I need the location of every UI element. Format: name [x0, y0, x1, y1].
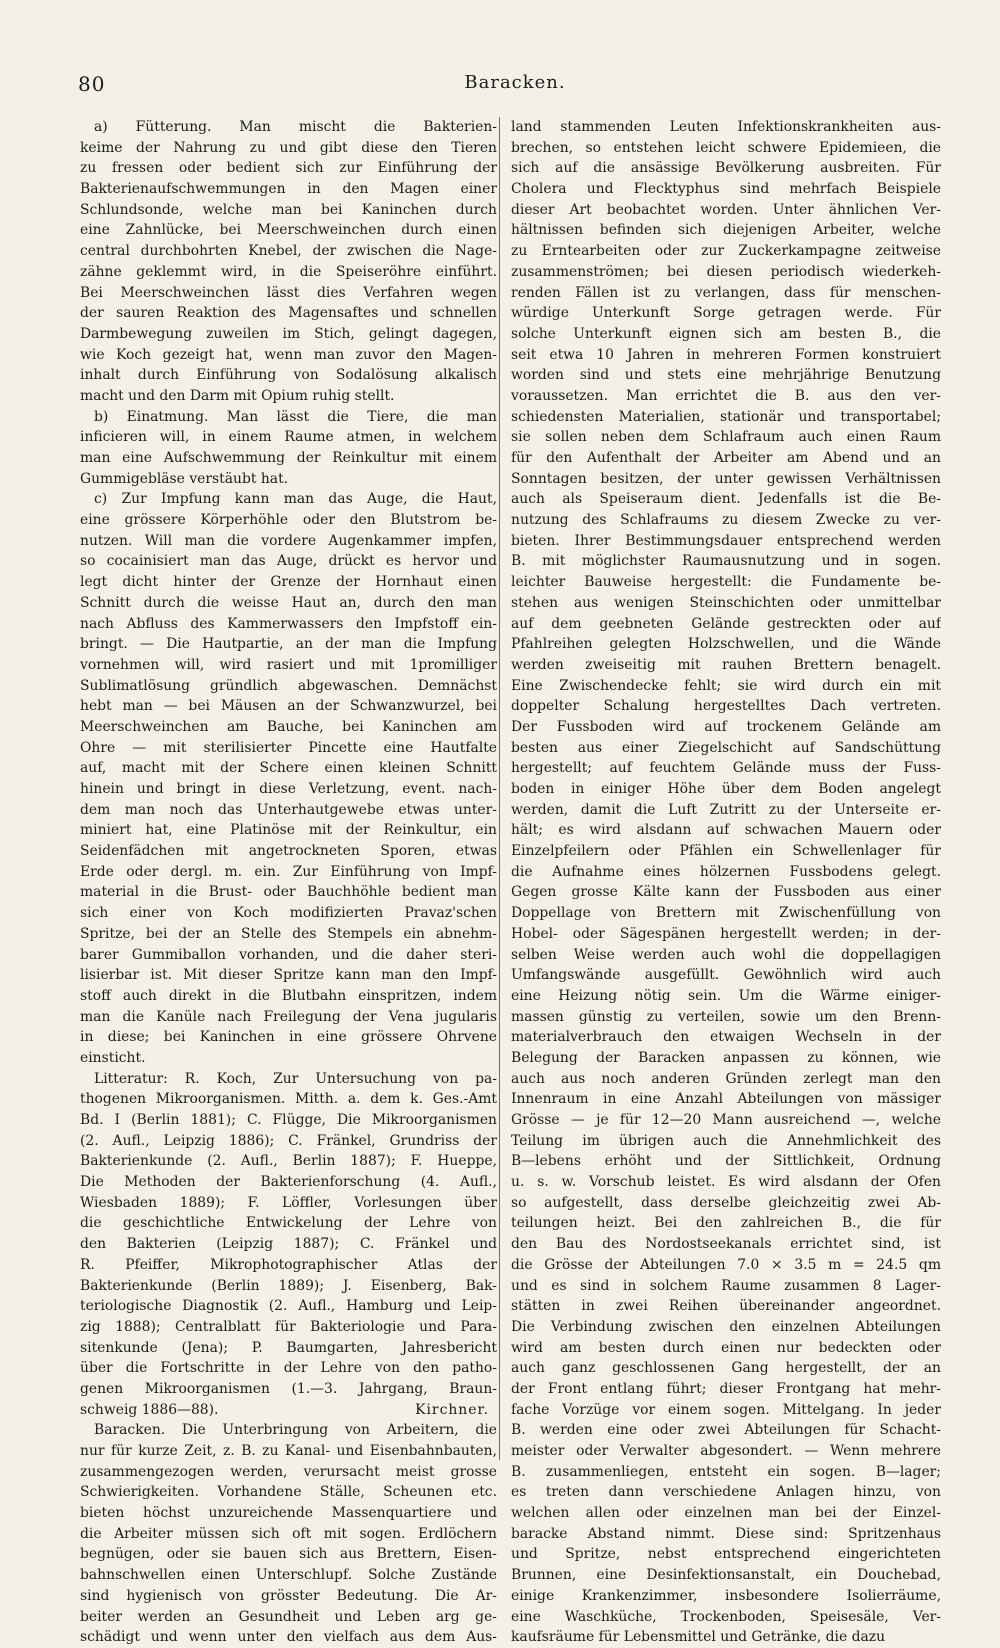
text-line: schädigt und wenn unter den vielfach aus dem Aus- [80, 1629, 497, 1646]
page-number: 80 [78, 72, 106, 96]
text-line: und Spritze, nebst entsprechend eingerichteten [511, 1546, 941, 1563]
text-line: eine Heizung nötig sein. Um die Wärme einiger- [511, 987, 941, 1004]
text-line: zu fressen oder bedient sich zur Einführung der [80, 160, 497, 177]
text-line: teriologische Diagnostik (2. Aufl., Hamburg und Leip- [80, 1298, 497, 1315]
text-line: brechen, so entstehen leicht schwere Epidemieen, die [511, 139, 941, 156]
text-line: vornehmen will, wird rasiert und mit 1promilliger [80, 656, 497, 673]
text-line: Erde oder dergl. m. ein. Zur Einführung von Impf- [80, 863, 497, 880]
text-line: renden Fällen ist zu verlangen, dass für menschen- [511, 284, 941, 301]
text-line: sitenkunde (Jena); P. Baumgarten, Jahresbericht [80, 1339, 497, 1356]
text-line: materialverbrauch den etwaigen Wechseln in der [511, 1029, 941, 1046]
text-line: legt dicht hinter der Grenze der Hornhaut einen [80, 574, 497, 591]
text-line: Bakterienkunde (Berlin 1889); J. Eisenberg, Bak- [80, 1277, 497, 1294]
text-line: einige Krankenzimmer, insbesondere Isolierräume, [511, 1587, 941, 1604]
text-line: u. s. w. Vorschub leistet. Es wird alsdann der Ofen [511, 1174, 941, 1191]
text-line: zusammenströmen; bei diesen periodisch wiederkeh- [511, 263, 941, 280]
text-line: hältnissen befinden sich diejenigen Arbeiter, welche [511, 222, 941, 239]
text-line: begnügen, oder sie bauen sich aus Brettern, Eisen- [80, 1546, 497, 1563]
text-line: beiter werden an Gesundheit und Leben arg ge- [80, 1608, 497, 1625]
text-line: sich einer von Koch modifizierten Pravaz'schen [80, 905, 497, 922]
text-line: stoff auch direkt in die Blutbahn einspritzen, indem [80, 987, 497, 1004]
text-line: nach Abfluss des Kammerwassers den Impfstoff ein- [80, 615, 497, 632]
text-line: werden, damit die Luft Zutritt zu der Unterseite er- [511, 801, 941, 818]
text-line: dem man noch das Unterhautgewebe etwas unter- [80, 801, 497, 818]
text-line: Die Methoden der Bakterienforschung (4. Aufl., [80, 1174, 497, 1191]
text-line: Litteratur: R. Koch, Zur Untersuchung von pa- [94, 1070, 497, 1087]
text-line: fache Vorzüge vor einem sogen. Mittelgang. In jeder [511, 1401, 941, 1418]
text-line: und es sind in solchem Raume zusammen 8 Lager- [511, 1277, 941, 1294]
text-line: b) Einatmung. Man lässt die Tiere, die man [94, 408, 497, 425]
text-line: kaufsräume für Lebensmittel und Getränke, die dazu [511, 1629, 886, 1646]
text-line: für den Aufenthalt der Arbeiter am Abend und an [511, 450, 941, 466]
text-line: genen Mikroorganismen (1.—3. Jahrgang, Braun- [80, 1380, 497, 1397]
text-line: Belegung der Baracken anpassen zu können, wie [511, 1049, 941, 1066]
left-column [80, 117, 497, 1648]
text-line: Sonntagen besitzen, der unter gewissen Verhältnissen [511, 470, 941, 487]
text-line: doppelter Schalung hergestelltes Dach vertreten. [511, 698, 941, 715]
text-line: land stammenden Leuten Infektionskrankheiten aus- [511, 119, 941, 135]
text-line: worden sind und stets eine mehrjährige Benutzung [511, 367, 941, 384]
text-line: stätten in zwei Reihen übereinander angeordnet. [511, 1298, 941, 1315]
text-line: Meerschweinchen am Bauche, bei Kaninchen am [80, 718, 497, 735]
text-line: lisierbar ist. Mit dieser Spritze kann man den Impf- [80, 967, 497, 984]
text-line: eine Zahnlücke, bei Meerschweinchen durch einen [80, 222, 497, 239]
text-line: inficieren will, in einem Raume atmen, in welchem [80, 429, 497, 446]
text-line: zu Erntearbeiten oder zur Zuckerkampagne zeitweise [511, 243, 941, 260]
text-line: Innenraum in eine Anzahl Abteilungen von mässiger [511, 1091, 941, 1108]
text-line: a) Fütterung. Man mischt die Bakterien- [94, 119, 497, 135]
text-line [80, 1400, 497, 1421]
text-line: der Front entlang führt; dieser Frontgang hat mehr- [511, 1380, 941, 1397]
text-line: man eine Aufschwemmung der Reinkultur mit einem [80, 450, 497, 466]
text-line: sind hygienisch von grösster Bedeutung. Die Ar- [80, 1587, 497, 1604]
text-line: Gegen grosse Kälte kann der Fussboden aus einer [511, 884, 941, 901]
text-line: hergestellt; auf feuchtem Gelände muss der Fuss- [511, 760, 941, 777]
text-line: nur für kurze Zeit, z. B. zu Kanal- und Eisenbahnbauten, [80, 1443, 497, 1459]
text-line: bieten höchst unzureichende Massenquartiere und [80, 1505, 497, 1522]
text-line: hebt man — bei Mäusen an der Schwanzwurzel, bei [80, 698, 497, 715]
text-line: Seidenfädchen mit angetrockneten Sporen, etwas [80, 843, 497, 860]
text-line: Ohre — mit sterilisierter Pincette eine Hautfalte [80, 739, 497, 756]
text-line: nutzung des Schlafraums zu diesem Zwecke zu ver- [511, 512, 941, 529]
text-line: bieten. Ihrer Bestimmungsdauer entsprechend werden [511, 532, 941, 549]
text-line: Schwierigkeiten. Vorhandene Ställe, Scheunen etc. [80, 1484, 497, 1501]
text-line: dieser Art beobachtet worden. Unter ähnlichen Ver- [511, 201, 941, 218]
text-line: die Arbeiter müssen sich oft mit sogen. Erdlöchern [80, 1525, 497, 1542]
text-line: bahnschwellen einen Unterschlupf. Solche Zustände [80, 1567, 497, 1584]
text-line: Darmbewegung zuweilen im Stich, gelingt dagegen, [80, 325, 497, 342]
text-line: werden zweiseitig mit rauhen Brettern benagelt. [511, 656, 941, 673]
text-line: central durchbohrten Knebel, der zwischen die Nage- [80, 243, 497, 260]
text-line: Umfangswände ausgefüllt. Gewöhnlich wird auch [511, 967, 941, 984]
right-column [511, 117, 941, 1648]
text-line: Eine Zwischendecke fehlt; sie wird durch ein mit [511, 677, 941, 694]
text-line: zähne geklemmt wird, in die Speiseröhre einführt. [80, 263, 497, 280]
text-line: den Bakterien (Leipzig 1887); C. Fränkel und [80, 1236, 497, 1253]
text-line: Baracken. Die Unterbringung von Arbeitern, die [94, 1422, 497, 1439]
text-line: Schlundsonde, welche man bei Kaninchen durch [80, 201, 497, 218]
text-line: Schnitt durch die weisse Haut an, durch den man [80, 594, 497, 611]
text-line: so aufgestellt, dass derselbe gleichzeitig zwei Ab- [511, 1194, 941, 1211]
text-line: thogenen Mikroorganismen. Mitth. a. dem k. Ges.-Amt [80, 1091, 497, 1108]
text-line: die geschichtliche Entwickelung der Lehre von [80, 1215, 497, 1232]
text-line: zig 1888); Centralblatt für Bakteriologie und Para- [80, 1318, 497, 1335]
text-line: auf, macht mit der Schere einen kleinen Schnitt [80, 760, 497, 777]
text-line: material in die Brust- oder Bauchhöhle bedient man [80, 884, 497, 901]
text-line: über die Fortschritte in der Lehre von den patho- [80, 1360, 497, 1377]
text-line: macht und den Darm mit Opium ruhig stellt. [80, 387, 395, 404]
text-line: wird am besten durch einen nur bedeckten oder [511, 1339, 941, 1356]
text-line: boden in einiger Höhe über dem Boden angelegt [511, 781, 941, 797]
text-line: Bd. I (Berlin 1881); C. Flügge, Die Mikroorganismen [80, 1112, 497, 1128]
text-line: es treten dann verschiedene Anlagen hinzu, von [511, 1484, 941, 1501]
text-line: den Bau des Nordostseekanals errichtet sind, ist [511, 1236, 941, 1253]
text-line: R. Pfeiffer, Mikrophotographischer Atlas der [80, 1256, 497, 1273]
text-line: schiedensten Materialien, stationär und transportabel; [511, 408, 941, 425]
text-line: die Grösse der Abteilungen 7.0 × 3.5 m = 24.5 qm [511, 1256, 941, 1273]
text-line: die Aufnahme eines hölzernen Fussbodens gelegt. [511, 863, 941, 880]
text-line: Brunnen, eine Desinfektionsanstalt, ein Douchebad, [511, 1567, 941, 1584]
text-line: B. werden eine oder zwei Abteilungen für Schacht- [511, 1422, 941, 1439]
text-line: seit etwa 10 Jahren in mehreren Formen konstruiert [511, 346, 941, 363]
text-line: keime der Nahrung zu und gibt diese den Tieren [80, 139, 497, 156]
text-line: sich auf die ansässige Bevölkerung ausbreiten. Für [511, 160, 941, 177]
text-line: Einzelpfeilern oder Pfählen ein Schwellenlager für [511, 843, 941, 860]
text-line: teilungen heizt. Bei den zahlreichen B., die für [511, 1215, 941, 1232]
text-line: Sublimatlösung gründlich abgewaschen. Demnächst [80, 677, 497, 694]
text-line: B—lebens erhöht und der Sittlichkeit, Ordnung [511, 1153, 941, 1170]
text-line: in diese; bei Kaninchen in eine grössere Ohrvene [80, 1029, 497, 1046]
text-line: auch als Speiseraum dient. Jedenfalls ist die Be- [511, 491, 941, 508]
text-line: so cocainisiert man das Auge, drückt es hervor und [80, 553, 497, 570]
text-line: Teilung im übrigen auch die Annehmlichkeit des [511, 1132, 941, 1149]
text-line: baracke Abstand nimmt. Diese sind: Spritzenhaus [511, 1525, 941, 1542]
text-line: auch ganz geschlossenen Gang hergestellt, der an [511, 1360, 941, 1377]
text-line: hinein und bringt in diese Verletzung, event. nach- [80, 781, 497, 797]
text-line: barer Gummiballon vorhanden, und die daher steri- [80, 946, 497, 963]
text-line: Bei Meerschweinchen lässt dies Verfahren wegen [80, 284, 497, 301]
text-line: nutzen. Will man die vordere Augenkammer impfen, [80, 532, 497, 549]
text-line: (2. Aufl., Leipzig 1886); C. Fränkel, Grundriss der [80, 1132, 497, 1149]
text-line: miniert hat, eine Platinöse mit der Reinkultur, ein [80, 822, 497, 839]
text-line: würdige Unterkunft Sorge getragen werde. Für [511, 305, 941, 322]
text-line: eine Waschküche, Trockenboden, Speisesäle, Ver- [511, 1608, 941, 1625]
text-line: der sauren Reaktion des Magensaftes und schnellen [80, 305, 497, 322]
text-line: massen günstig zu verteilen, sowie um den Brenn- [511, 1008, 941, 1025]
text-line: leichter Bauweise hergestellt: die Fundamente be- [511, 574, 941, 591]
text-line: welchen allen oder einzelnen man bei der Einzel- [511, 1505, 941, 1522]
text-line-part: schweig 1886—88). [80, 1401, 219, 1418]
text-line: Cholera und Flecktyphus sind mehrfach Beispiele [511, 181, 941, 198]
text-line: eine grössere Körperhöhle oder den Blutstrom be- [80, 512, 497, 529]
text-line: zusammengezogen werden, verursacht meist grosse [80, 1463, 497, 1480]
text-line: c) Zur Impfung kann man das Auge, die Haut, [94, 491, 497, 508]
text-line: inhalt durch Einführung von Sodalösung alkalisch [80, 367, 497, 384]
text-line: einsticht. [80, 1049, 146, 1066]
text-line: hält; es wird alsdann auf schwachen Mauern oder [511, 822, 941, 839]
text-line: Doppellage von Brettern mit Zwischenfüllung von [511, 905, 941, 922]
text-line: auch aus noch anderen Gründen zerlegt man den [511, 1070, 941, 1087]
text-line: man die Kanüle nach Freilegung der Vena jugularis [80, 1008, 497, 1025]
text-line: Hobel- oder Sägespänen hergestellt werden; in der- [511, 925, 941, 942]
text-line: Bakterienkunde (2. Aufl., Berlin 1887); F. Hueppe, [80, 1153, 497, 1170]
text-line: Pfahlreihen gelegten Holzschwellen, und die Wände [511, 636, 941, 653]
author-signature: Kirchner. [415, 1401, 489, 1418]
running-head: Baracken. [464, 72, 566, 93]
text-line: B. mit möglichster Raumausnutzung und in sogen. [511, 553, 941, 570]
text-line: Spritze, bei der an Stelle des Stempels ein abnehm- [80, 925, 497, 942]
text-line: stehen aus wenigen Steinschichten oder unmittelbar [511, 594, 941, 611]
text-line: Wiesbaden 1889); F. Löffler, Vorlesungen über [80, 1194, 497, 1211]
text-line: selben Weise werden auch wohl die doppellagigen [511, 946, 941, 963]
text-line: Gummigebläse verstäubt hat. [80, 470, 289, 487]
text-line: B. zusammenliegen, entsteht ein sogen. B—lager; [511, 1463, 941, 1480]
text-line: voraussetzen. Man errichtet die B. aus den ver- [511, 387, 941, 404]
text-line: Die Verbindung zwischen den einzelnen Abteilungen [511, 1318, 941, 1335]
text-line: Bakterienaufschwemmungen in den Magen einer [80, 181, 497, 198]
text-line: solche Unterkunft eignen sich am besten B., die [511, 325, 941, 342]
text-line: Der Fussboden wird auf trockenem Gelände am [511, 718, 941, 735]
text-line: besten aus einer Ziegelschicht auf Sandschüttung [511, 739, 941, 756]
text-line: wie Koch gezeigt hat, wenn man zuvor den Magen- [80, 346, 497, 363]
text-line: sie sollen neben dem Schlafraum auch einen Raum [511, 429, 941, 446]
column-rule [499, 117, 500, 1460]
text-line: Grösse — je für 12—20 Mann ausreichend —, welche [511, 1112, 941, 1128]
text-line: meister oder Verwalter abgesondert. — Wenn mehrere [511, 1443, 941, 1459]
text-line: auf dem geebneten Gelände gestreckten oder auf [511, 615, 941, 632]
text-line: bringt. — Die Hautpartie, an der man die Impfung [80, 636, 497, 653]
